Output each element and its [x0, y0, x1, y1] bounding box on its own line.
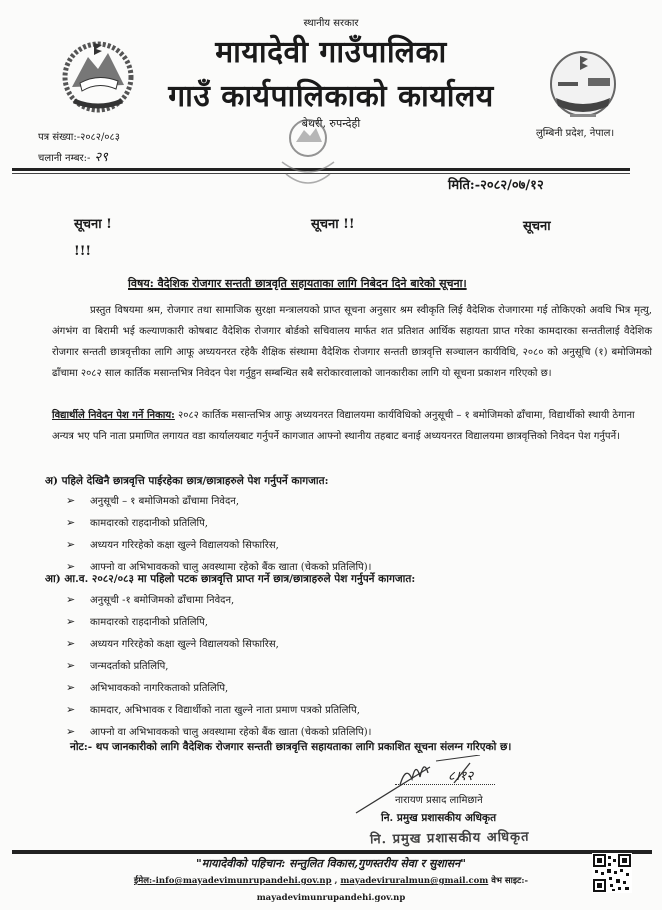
intro-paragraph-text: प्रस्तुत विषयमा श्रम, रोजगार तथा सामाजिक सुरक्षा मन्त्रालयको प्राप्त सूचना अनुसार श्रम स्वीकृति लिई वैदेशिक रोजगारमा गई तोकिएको अवधि भित्र मृत्यु, अंगभंग वा बिरामी भई कल्याणकारी कोषबाट वैदेशिक रोजगार बोर्डको सचिवालय मार्फत शत प्रतिशत आर्थिक सहायता प्राप्त गरेका कामदारका सन्ततीलाई वैदेशिक रोजगार सन्तती छात्रवृत्तीका लागि आफू अध्ययनरत रहेकै शैक्षिक संस्थामा वैदेशिक रोजगार सन्तती छात्रवृत्ति सञ्चालन कार्यविधि, २०८० को अनुसूचि (१) बमोजिमको ढाँचामा २०८२ साल कार्तिक मसान्तभित्र निवेदन पेश गर्नुहुन सम्बन्धित सबै सरोकारवालाको जानकारीका लागि यो सूचना प्रकाशन गरिएको छ।	[52, 305, 652, 379]
submission-lead: विद्यार्थीले निवेदन पेश गर्ने निकाय:	[52, 410, 175, 421]
arrow-bullet-icon: ➢	[66, 681, 76, 694]
notice-heading-2: सूचना !!	[311, 217, 355, 232]
arrow-bullet-icon: ➢	[66, 494, 76, 507]
section-b-heading: आ) आ.व. २०८२/०८३ मा पहिलो पटक छात्रवृत्ति प्राप्त गर्ने छात्र/छात्राहरुले पेश गर्नुपर्ने कागजात:	[45, 573, 416, 585]
mayadevi-municipality-logo-icon	[542, 48, 624, 126]
arrow-bullet-icon: ➢	[66, 637, 76, 650]
arrow-bullet-icon: ➢	[66, 516, 76, 529]
nepal-emblem-icon	[58, 35, 138, 115]
list-item: ➢ आफ्नो वा अभिभावकको चालु अवस्थामा रहेको बैंक खाता (चेकको प्रतिलिपि)।	[66, 721, 371, 743]
footer-motto: "मायादेवीको पहिचान: सन्तुलित विकास,गुणस्तरीय सेवा र सुशासन"	[196, 857, 466, 870]
office-title: गाउँ कार्यपालिकाको कार्यालय	[168, 79, 494, 114]
email-link-gmail[interactable]: mayadeviruralmun@gmail.com	[340, 876, 489, 886]
arrow-bullet-icon: ➢	[66, 703, 76, 716]
signer-title: नि. प्रमुख प्रशासकीय अधिकृत	[381, 812, 497, 824]
arrow-bullet-icon: ➢	[66, 615, 76, 628]
subject-line: विषय: वैदेशिक रोजगार सन्तती छात्रवृति सहायताका लागि निबेदन दिने बारेको सूचना।	[128, 277, 467, 290]
list-item: ➢ कामदारको राहदानीको प्रतिलिपि,	[66, 512, 371, 534]
list-item: ➢ अभिभावकको नागरिकताको प्रतिलिपि,	[66, 677, 371, 699]
footer-contact: ईमेल:-info@mayadevimunrupandehi.gov.np , mayadeviruralmun@gmail.com वेभ साइट:-	[133, 876, 529, 886]
arrow-bullet-icon: ➢	[66, 593, 76, 606]
designation-stamp: नि. प्रमुख प्रशासकीय अधिकृत	[369, 829, 530, 848]
municipality-title: मायादेवी गाउँपालिका	[215, 35, 447, 70]
local-government-label: स्थानीय सरकार	[303, 18, 359, 29]
date-value: २०८२/०७/१२	[480, 178, 544, 193]
signature-date-handwritten: ८।१२	[448, 769, 474, 784]
signer-name: नारायण प्रसाद लामिछाने	[395, 795, 483, 806]
notice-heading-3: सूचना	[523, 219, 551, 234]
website-link[interactable]: mayadevimunrupandehi.gov.np	[256, 893, 406, 903]
office-seal-stamp-icon	[268, 112, 348, 192]
section-a-list	[66, 490, 371, 578]
arrow-bullet-icon: ➢	[66, 560, 76, 573]
notice-heading-1: सूचना !	[74, 217, 112, 232]
email-label: ईमेल:-	[133, 876, 156, 886]
qr-code-icon	[592, 853, 632, 893]
province-label: लुम्बिनी प्रदेश, नेपाल।	[536, 128, 615, 139]
signature-line	[395, 784, 495, 785]
date-label: मिति:-	[448, 178, 481, 193]
letter-date	[448, 175, 544, 193]
section-b-list	[66, 589, 371, 743]
dispatch-value: २९	[94, 150, 108, 165]
section-a-heading: अ) पहिले देखिनै छात्रवृत्ति पाईरहेका छात्र/छात्राहरुले पेश गर्नुपर्ने कागजात:	[45, 475, 329, 487]
list-item: ➢ कामदारको राहदानीको प्रतिलिपि,	[66, 611, 371, 633]
list-item: ➢ अध्ययन गरिरहेको कक्षा खुल्ने विद्यालयको सिफारिस,	[66, 633, 371, 655]
list-item: ➢ अनुसूची – १ बमोजिमको ढाँचामा निवेदन,	[66, 490, 371, 512]
list-item: ➢ अध्ययन गरिरहेको कक्षा खुल्ने विद्यालयको सिफारिस,	[66, 534, 371, 556]
list-item: ➢ जन्मदर्ताको प्रतिलिपि,	[66, 655, 371, 677]
arrow-bullet-icon: ➢	[66, 725, 76, 738]
footer-divider	[12, 850, 652, 854]
office-address: बेथरी, रुपन्देही	[301, 117, 361, 130]
list-item: ➢ कामदार, अभिभावक र विद्यार्थीको नाता खुल्ने नाता प्रमाण पत्रको प्रतिलिपि,	[66, 699, 371, 721]
reference-value: २०८२/०८३	[80, 132, 120, 143]
submission-text: २०८२ कार्तिक मसान्तभित्र आफु अध्ययनरत विद्यालयमा कार्यविधिको अनुसूची – १ बमोजिमको ढाँचामा, विद्यार्थीको स्थायी ठेगाना अन्यत्र भए पनि नाता प्रमाणित लगायत वडा कार्यालयबाट गर्नुपर्ने कागजात आफ्नो स्थानीय तहबाट बनाई अध्ययनरत विद्यालयमा छात्रवृत्तिको निवेदन पेश गर्नुपर्ने।	[52, 410, 635, 442]
intro-paragraph	[52, 300, 652, 384]
list-item: ➢ अनुसूची -१ बमोजिमको ढाँचामा निवेदन,	[66, 589, 371, 611]
arrow-bullet-icon: ➢	[66, 538, 76, 551]
list-item: ➢ आफ्नो वा अभिभावकको चालु अवस्थामा रहेको बैंक खाता (चेकको प्रतिलिपि)।	[66, 556, 371, 578]
email-link-info[interactable]: info@mayadevimunrupandehi.gov.np	[155, 876, 332, 886]
handwritten-signature-icon	[350, 755, 510, 815]
website-label: वेभ साइट:-	[488, 876, 529, 886]
note-line: नोट:- थप जानकारीको लागि वैदेशिक रोजगार सन्तती छात्रवृत्ति सहायताका लागि प्रकाशित सूचना संलग्न गरिएको छ।	[70, 741, 512, 753]
submission-paragraph	[52, 405, 652, 447]
reference-label: पत्र संख्या:-	[38, 132, 81, 143]
dispatch-label: चलानी नम्बर:-	[38, 153, 91, 164]
arrow-bullet-icon: ➢	[66, 659, 76, 672]
notice-heading-exclamations: !!!	[74, 244, 92, 259]
dispatch-number	[38, 147, 108, 165]
reference-number	[38, 129, 120, 143]
